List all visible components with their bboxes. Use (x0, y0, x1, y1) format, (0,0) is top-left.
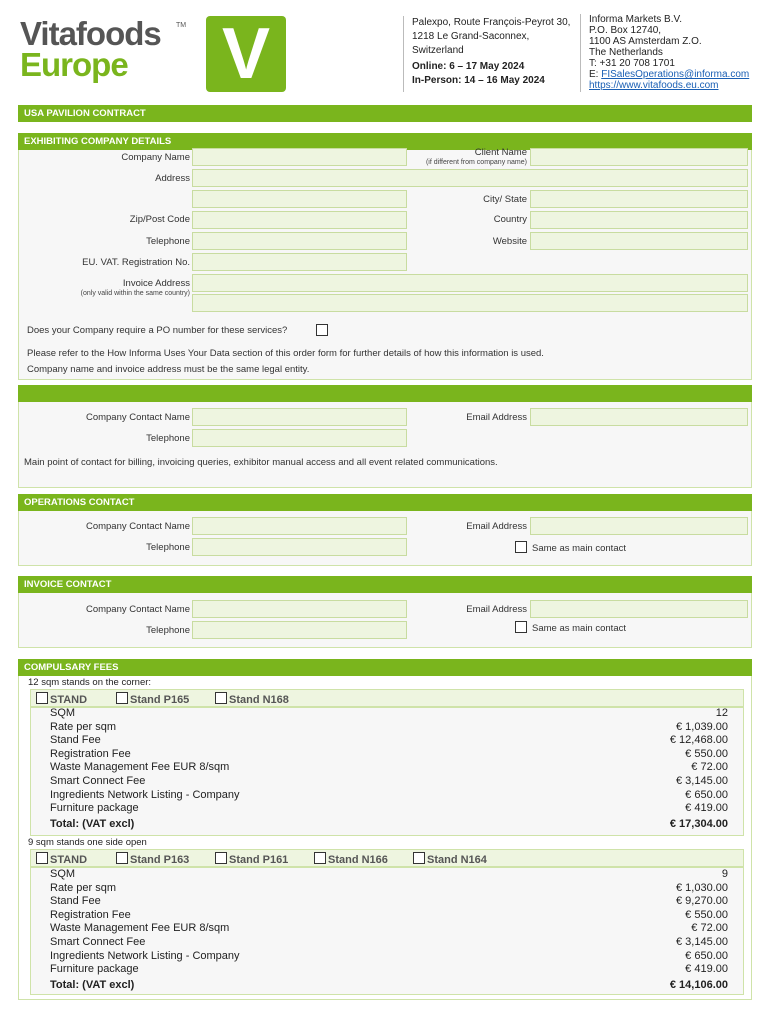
telephone-label: Telephone (146, 236, 190, 247)
ops-same-checkbox[interactable] (515, 541, 527, 553)
company-address (580, 14, 765, 92)
group2-option[interactable] (215, 852, 288, 866)
fee-name: Waste Management Fee EUR 8/sqm (50, 761, 230, 774)
group2-option[interactable] (314, 852, 388, 866)
fee-row (50, 761, 728, 775)
group2-option[interactable] (36, 852, 87, 866)
client-name-note: (if different from company name) (425, 159, 527, 166)
stand-checkbox[interactable] (413, 852, 425, 864)
city-state-field[interactable] (530, 190, 748, 208)
venue-line: 1218 Le Grand-Saconnex, (412, 31, 530, 42)
fee-row (50, 721, 728, 735)
main-contact-name-label: Company Contact Name (85, 412, 190, 423)
fee-name: Stand Fee (50, 734, 101, 747)
main-telephone-label: Telephone (146, 433, 190, 444)
fee-row (50, 895, 728, 909)
total-value: € 14,106.00 (669, 978, 728, 991)
group2-option[interactable] (116, 852, 189, 866)
in-person-dates: In-Person: 14 – 16 May 2024 (412, 75, 545, 86)
company-line: P.O. Box 12740, (589, 25, 662, 36)
online-dates: Online: 6 – 17 May 2024 (412, 61, 525, 72)
inv-contact-name-label: Company Contact Name (85, 604, 190, 615)
email-line (589, 69, 765, 80)
group1-option[interactable] (116, 692, 189, 706)
fee-name: Furniture package (50, 963, 139, 976)
ops-telephone-field[interactable] (192, 538, 407, 556)
option-label: Stand N168 (229, 694, 289, 706)
logo-tm: TM (176, 22, 187, 29)
group1-option[interactable] (36, 692, 87, 706)
fee-value: € 12,468.00 (669, 734, 728, 747)
main-telephone-field[interactable] (192, 429, 407, 447)
website-label: Website (492, 236, 527, 247)
invoice-address-field-1[interactable] (192, 274, 748, 292)
fee-name: Waste Management Fee EUR 8/sqm (50, 922, 230, 935)
fee-name: SQM (50, 868, 76, 880)
inv-email-label: Email Address (466, 604, 527, 615)
contract-title-bar: USA PAVILION CONTRACT (18, 105, 752, 122)
fee-value: € 72.00 (691, 761, 728, 774)
address-field-2[interactable] (192, 190, 407, 208)
option-label: Stand P161 (229, 854, 289, 866)
inv-contact-name-field[interactable] (192, 600, 407, 618)
fee-row (50, 707, 728, 721)
client-name-text: Client Name (474, 147, 527, 158)
ops-contact-name-label: Company Contact Name (85, 521, 190, 532)
fee-value: € 650.00 (685, 949, 728, 962)
client-name-field[interactable] (530, 148, 748, 166)
fee-row (50, 882, 728, 896)
company-name-field[interactable] (192, 148, 407, 166)
stand-checkbox[interactable] (116, 852, 128, 864)
fee-value: € 419.00 (685, 802, 728, 815)
fee-row (50, 748, 728, 762)
fee-total-row (50, 818, 728, 832)
fee-value: 12 (715, 707, 728, 719)
city-state-label: City/ State (483, 194, 527, 205)
stand-checkbox[interactable] (314, 852, 326, 864)
group2-subhead: 9 sqm stands one side open (28, 837, 147, 848)
fee-row (50, 789, 728, 803)
company-line: T: +31 20 708 1701 (589, 58, 675, 69)
venue-line: Palexpo, Route François-Peyrot 30, (412, 17, 571, 28)
email-prefix: E: (589, 69, 602, 80)
website-link[interactable]: https://www.vitafoods.eu.com (589, 80, 719, 91)
ops-email-field[interactable] (530, 517, 748, 535)
company-line: 1100 AS Amsterdam Z.O. (589, 36, 702, 47)
inv-telephone-label: Telephone (146, 625, 190, 636)
logo-line1: Vitafoods (20, 15, 161, 52)
main-email-label: Email Address (466, 412, 527, 423)
option-label: Stand N166 (328, 854, 388, 866)
client-name-label (426, 148, 527, 168)
fee-name: Rate per sqm (50, 881, 117, 894)
total-label: Total: (VAT excl) (50, 978, 135, 991)
main-contact-note: Main point of contact for billing, invoicing queries, exhibitor manual access and all event related communications. (24, 457, 498, 468)
group2-option[interactable] (413, 852, 487, 866)
country-label: Country (493, 214, 527, 225)
fee-value: € 550.00 (685, 908, 728, 921)
address-label: Address (155, 173, 190, 184)
inv-same-checkbox[interactable] (515, 621, 527, 633)
fee-value: € 72.00 (691, 922, 728, 935)
group1-option[interactable] (215, 692, 289, 706)
invoice-heading: INVOICE CONTACT (18, 576, 752, 593)
group1-options (30, 689, 744, 707)
invoice-address-field-2[interactable] (192, 294, 748, 312)
fee-name: Smart Connect Fee (50, 936, 146, 948)
po-checkbox[interactable] (316, 324, 328, 336)
group1-subhead: 12 sqm stands on the corner: (28, 677, 152, 688)
fee-value: € 3,145.00 (676, 936, 728, 948)
country-field[interactable] (530, 211, 748, 229)
telephone-field[interactable] (192, 232, 407, 250)
inv-telephone-field[interactable] (192, 621, 407, 639)
fee-value: 9 (721, 868, 728, 880)
zip-label: Zip/Post Code (129, 214, 190, 225)
logo-v-mark: V (206, 16, 286, 92)
main-email-field[interactable] (530, 408, 748, 426)
stand-checkbox[interactable] (36, 852, 48, 864)
fee-row (50, 734, 728, 748)
fee-name: Ingredients Network Listing - Company (50, 788, 240, 801)
fee-name: SQM (50, 707, 76, 719)
fee-value: € 550.00 (685, 747, 728, 760)
invoice-address-text: Invoice Address (122, 278, 190, 289)
main-contact-heading (18, 385, 752, 402)
invoice-address-note: (only valid within the same country) (80, 290, 190, 297)
vat-field[interactable] (192, 253, 407, 271)
fee-name: Registration Fee (50, 747, 131, 760)
fee-total-row (50, 979, 728, 993)
fee-name: Rate per sqm (50, 720, 117, 733)
stand-checkbox[interactable] (36, 692, 48, 704)
option-label: STAND (50, 694, 88, 706)
fee-value: € 9,270.00 (676, 895, 728, 908)
invoice-address-label (80, 279, 190, 299)
fee-row (50, 802, 728, 816)
operations-heading: OPERATIONS CONTACT (18, 494, 752, 511)
fee-value: € 1,039.00 (676, 720, 728, 733)
fee-value: € 650.00 (685, 788, 728, 801)
fee-value: € 1,030.00 (676, 881, 728, 894)
ops-same-label: Same as main contact (532, 543, 626, 554)
venue-address (403, 16, 575, 92)
fee-row (50, 963, 728, 977)
fee-row (50, 950, 728, 964)
ops-email-label: Email Address (466, 521, 527, 532)
fee-value: € 419.00 (685, 963, 728, 976)
ops-telephone-label: Telephone (146, 542, 190, 553)
inv-email-field[interactable] (530, 600, 748, 618)
fee-row (50, 936, 728, 950)
venue-line: Switzerland (412, 45, 464, 56)
company-name-label: Company Name (121, 152, 190, 163)
po-question: Does your Company require a PO number for these services? (27, 325, 288, 336)
website-field[interactable] (530, 232, 748, 250)
fee-name: Smart Connect Fee (50, 775, 146, 787)
ops-contact-name-field[interactable] (192, 517, 407, 535)
option-label: Stand P165 (130, 694, 190, 706)
group2-options (30, 849, 744, 867)
fee-name: Ingredients Network Listing - Company (50, 949, 240, 962)
stand-checkbox[interactable] (215, 852, 227, 864)
fee-row (50, 909, 728, 923)
option-label: Stand P163 (130, 854, 190, 866)
fee-name: Registration Fee (50, 908, 131, 921)
option-label: STAND (50, 854, 88, 866)
company-line: Informa Markets B.V. (589, 14, 682, 25)
legal-entity-note: Company name and invoice address must be the same legal entity. (27, 364, 310, 375)
logo-line2: Europe (20, 46, 128, 83)
fee-row (50, 775, 728, 789)
vat-label: EU. VAT. Registration No. (82, 257, 190, 268)
inv-same-label: Same as main contact (532, 623, 626, 634)
fee-row (50, 922, 728, 936)
fee-name: Furniture package (50, 802, 139, 815)
total-value: € 17,304.00 (669, 817, 728, 830)
main-contact-name-field[interactable] (192, 408, 407, 426)
fee-value: € 3,145.00 (676, 775, 728, 787)
stand-checkbox[interactable] (215, 692, 227, 704)
address-field-1[interactable] (192, 169, 748, 187)
option-label: Stand N164 (427, 854, 487, 866)
fees-heading: COMPULSARY FEES (18, 659, 752, 676)
fee-row (50, 868, 728, 882)
total-label: Total: (VAT excl) (50, 817, 135, 830)
exhibiting-heading: EXHIBITING COMPANY DETAILS (18, 133, 752, 150)
zip-field[interactable] (192, 211, 407, 229)
stand-checkbox[interactable] (116, 692, 128, 704)
company-line: The Netherlands (589, 47, 663, 58)
data-usage-note: Please refer to the How Informa Uses Your Data section of this order form for further details of how this information is used. (27, 348, 544, 359)
fee-name: Stand Fee (50, 895, 101, 908)
email-link[interactable]: FISalesOperations@informa.com (601, 69, 750, 80)
